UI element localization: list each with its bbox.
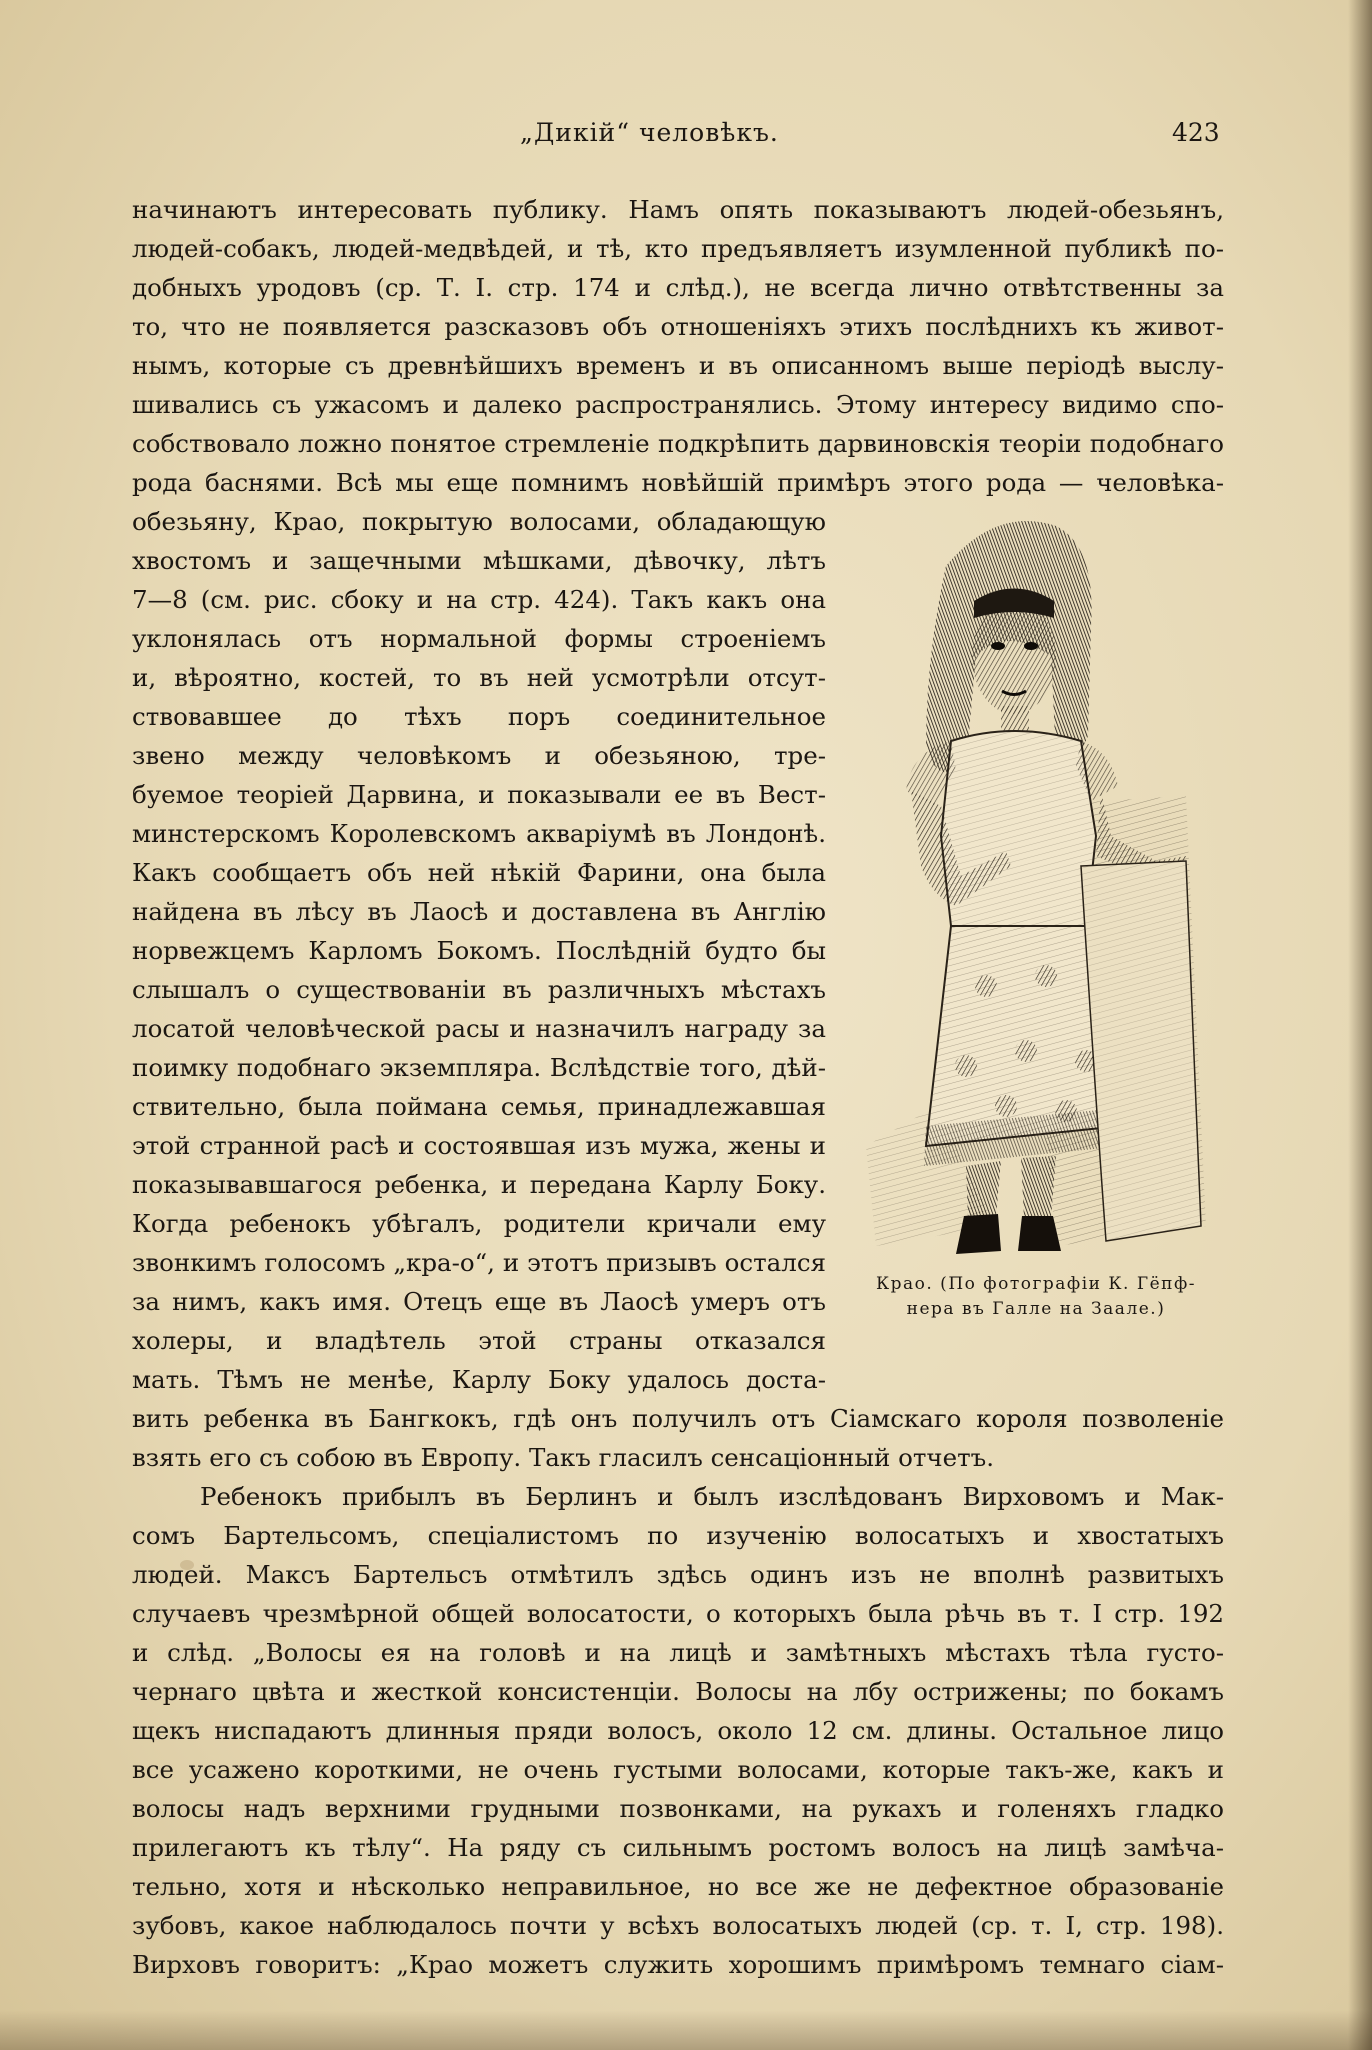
- page-number: 423: [1172, 118, 1220, 147]
- text-line: чернаго цвѣта и жесткой консистенціи. Волосы на лбу острижены; по бокамъ: [132, 1677, 1224, 1706]
- text-line: Вирховъ говоритъ: „Крао можетъ служить хорошимъ примѣромъ темнаго сіам-: [132, 1950, 1224, 1979]
- page-edge-shadow: [1348, 0, 1372, 2050]
- text-line: звонкимъ голосомъ „кра-о“, и этотъ призывъ остался: [132, 1248, 826, 1277]
- text-line: и слѣд. „Волосы ея на головѣ и на лицѣ и замѣтныхъ мѣстахъ тѣла густо-: [132, 1638, 1224, 1667]
- wrapped-text: [132, 502, 826, 1399]
- text-line: тельно, хотя и нѣсколько неправильное, но все же не дефектное образованіе: [132, 1872, 1224, 1901]
- text-line: мать. Тѣмъ не менѣе, Карлу Боку удалось доста-: [132, 1365, 826, 1394]
- text-line: людей-собакъ, людей-медвѣдей, и тѣ, кто предъявляетъ изумленной публикѣ по-: [132, 234, 1224, 263]
- text-line: людей. Максъ Бартельсъ отмѣтилъ здѣсь одинъ изъ не вполнѣ развитыхъ: [132, 1560, 1224, 1589]
- running-title: „Дикій“ человѣкъ.: [520, 118, 779, 147]
- text-line: 7—8 (см. рис. сбоку и на стр. 424). Такъ какъ она: [132, 585, 826, 614]
- text-line: за нимъ, какъ имя. Отецъ еще въ Лаосѣ умеръ отъ: [132, 1287, 826, 1316]
- text-line: Когда ребенокъ убѣгалъ, родители кричали ему: [132, 1209, 826, 1238]
- text-line: ствовавшее до тѣхъ поръ соединительное: [132, 702, 826, 731]
- text-line: зубовъ, какое наблюдалось почти у всѣхъ волосатыхъ людей (ср. т. I, стр. 198).: [132, 1911, 1224, 1940]
- text-line: начинаютъ интересовать публику. Намъ опять показываютъ людей-обезьянъ,: [132, 195, 1224, 224]
- text-line: уклонялась отъ нормальной формы строеніемъ: [132, 624, 826, 653]
- figure-caption: [848, 1272, 1224, 1322]
- text-line: буемое теоріей Дарвина, и показывали ее въ Вест-: [132, 780, 826, 809]
- body-text: [132, 190, 1224, 1984]
- text-line: Ребенокъ прибылъ въ Берлинъ и былъ изслѣдованъ Вирховомъ и Мак-: [200, 1482, 1224, 1511]
- text-line: и, вѣроятно, костей, то въ ней усмотрѣли отсут-: [132, 663, 826, 692]
- text-line: этой странной расѣ и состоявшая изъ мужа, жены и: [132, 1131, 826, 1160]
- caption-line: Крао. (По фотографіи К. Гёпф-: [875, 1274, 1197, 1294]
- figure: [848, 506, 1224, 1356]
- caption-line: нера въ Галле на Заале.): [906, 1299, 1166, 1319]
- text-line: найдена въ лѣсу въ Лаосѣ и доставлена въ Англію: [132, 897, 826, 926]
- text-line: хвостомъ и защечными мѣшками, дѣвочку, лѣтъ: [132, 546, 826, 575]
- text-line: рода баснями. Всѣ мы еще помнимъ новѣйшій примѣръ этого рода — человѣка-: [132, 468, 1224, 497]
- text-line: шивались съ ужасомъ и далеко распространялись. Этому интересу видимо спо-: [132, 390, 1224, 419]
- text-line: случаевъ чрезмѣрной общей волосатости, о которыхъ была рѣчь въ т. I стр. 192: [132, 1599, 1224, 1628]
- girl-engraving-image: [856, 506, 1216, 1264]
- text-line: вить ребенка въ Бангкокъ, гдѣ онъ получилъ отъ Сіамскаго короля позволеніе: [132, 1404, 1224, 1433]
- paragraph-1: [132, 190, 1224, 1477]
- text-line: то, что не появляется разсказовъ объ отношеніяхъ этихъ послѣднихъ къ живот-: [132, 312, 1224, 341]
- text-line: добныхъ уродовъ (ср. Т. I. стр. 174 и слѣд.), не всегда лично отвѣтственны за: [132, 273, 1224, 302]
- text-line: звено между человѣкомъ и обезьяною, тре-: [132, 741, 826, 770]
- text-line: слышалъ о существованіи въ различныхъ мѣстахъ: [132, 975, 826, 1004]
- paragraph-2: [132, 1477, 1224, 1984]
- text-line: норвежцемъ Карломъ Бокомъ. Послѣдній будто бы: [132, 936, 826, 965]
- text-line: волосы надъ верхними грудными позвонками, на рукахъ и голеняхъ гладко: [132, 1794, 1224, 1823]
- figure-engraving: [856, 506, 1216, 1264]
- text-line: взять его съ собою въ Европу. Такъ гласилъ сенсаціонный отчетъ.: [132, 1443, 995, 1472]
- text-line: Какъ сообщаетъ объ ней нѣкій Фарини, она была: [132, 858, 826, 887]
- text-line: собствовало ложно понятое стремленіе подкрѣпить дарвиновскія теоріи подобнаго: [132, 429, 1224, 458]
- text-line: сомъ Бартельсомъ, спеціалистомъ по изученію волосатыхъ и хвостатыхъ: [132, 1521, 1224, 1550]
- text-line: щекъ ниспадаютъ длинныя пряди волосъ, около 12 см. длины. Остальное лицо: [132, 1716, 1224, 1745]
- text-line: прилегаютъ къ тѣлу“. На ряду съ сильнымъ ростомъ волосъ на лицѣ замѣча-: [132, 1833, 1224, 1862]
- page-bottom-edge: [0, 2010, 1372, 2050]
- text-line: минстерскомъ Королевскомъ акваріумѣ въ Лондонѣ.: [132, 819, 826, 848]
- text-line: обезьяну, Крао, покрытую волосами, обладающую: [132, 507, 826, 536]
- text-line: холеры, и владѣтель этой страны отказался: [132, 1326, 826, 1355]
- text-line: нымъ, которые съ древнѣйшихъ временъ и въ описанномъ выше періодѣ выслу-: [132, 351, 1224, 380]
- text-line: все усажено короткими, не очень густыми волосами, которые такъ-же, какъ и: [132, 1755, 1224, 1784]
- text-line: ствительно, была поймана семья, принадлежавшая: [132, 1092, 826, 1121]
- text-line: поимку подобнаго экземпляра. Вслѣдствіе того, дѣй-: [132, 1053, 826, 1082]
- text-line: показывавшагося ребенка, и передана Карлу Боку.: [132, 1170, 826, 1199]
- text-line: лосатой человѣческой расы и назначилъ награду за: [132, 1014, 826, 1043]
- running-head: [0, 118, 1372, 158]
